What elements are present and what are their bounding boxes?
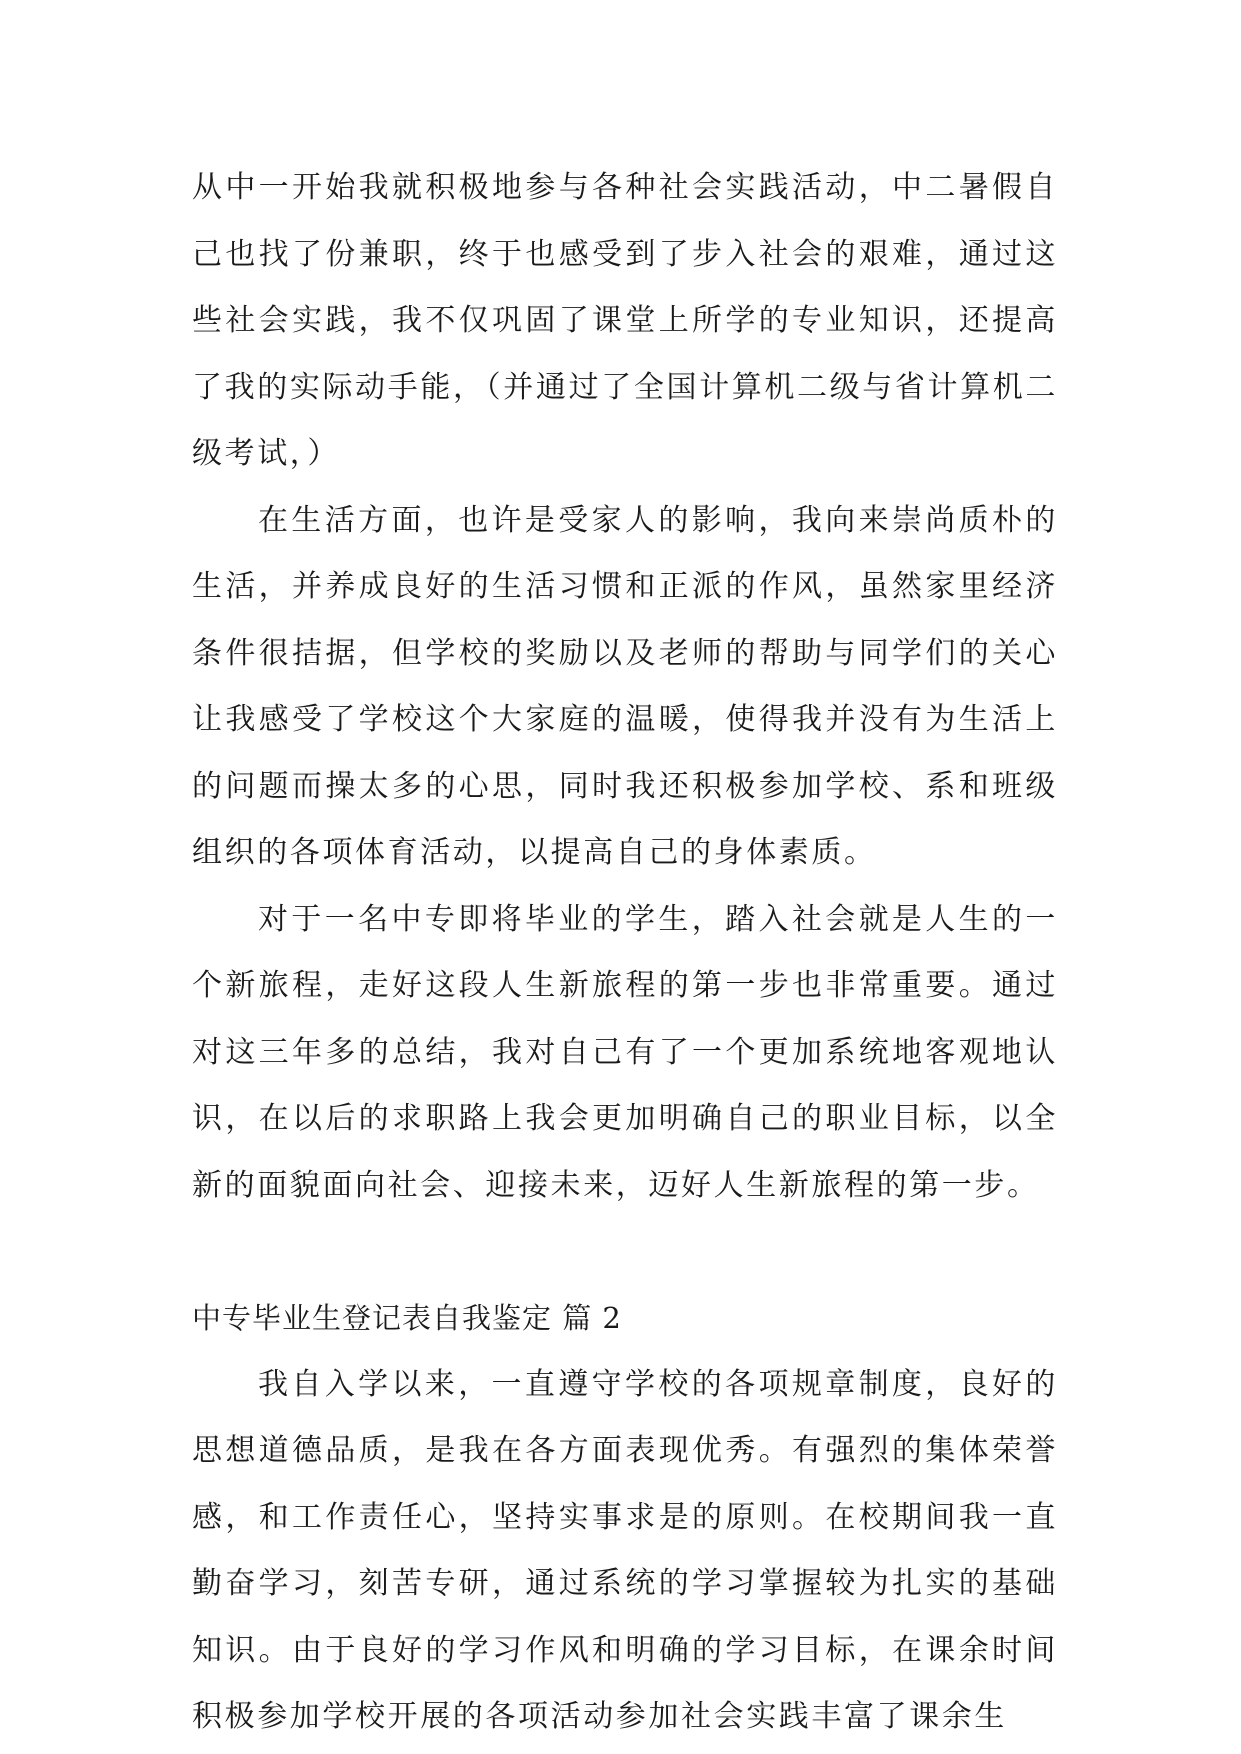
document-body	[192, 155, 1058, 1751]
paragraph-life: 在生活方面，也许是受家人的影响，我向来崇尚质朴的生活，并养成良好的生活习惯和正派的作风，虽然家里经济条件很拮据，但学校的奖励以及老师的帮助与同学们的关心让我感受了学校这个大家庭的温暖，使得我并没有为生活上的问题而操太多的心思，同时我还积极参加学校、系和班级组织的各项体育活动，以提高自己的身体素质。	[192, 502, 1058, 870]
section-spacer	[192, 1219, 1058, 1285]
section-heading: 中专毕业生登记表自我鉴定 篇 2	[192, 1301, 622, 1335]
paragraph-practice: 从中一开始我就积极地参与各种社会实践活动，中二暑假自己也找了份兼职，终于也感受到了步入社会的艰难，通过这些社会实践，我不仅巩固了课堂上所学的专业知识，还提高了我的实际动手能，（并通过了全国计算机二级与省计算机二级考试，）	[192, 170, 1058, 471]
paragraph-self-assessment: 我自入学以来，一直遵守学校的各项规章制度，良好的思想道德品质，是我在各方面表现优秀。有强烈的集体荣誉感，和工作责任心，坚持实事求是的原则。在校期间我一直勤奋学习，刻苦专研，通过系统的学习掌握较为扎实的基础知识。由于良好的学习作风和明确的学习目标，在课余时间积极参加学校开展的各项活动参加社会实践丰富了课余生	[192, 1366, 1058, 1734]
paragraph-conclusion: 对于一名中专即将毕业的学生，踏入社会就是人生的一个新旅程，走好这段人生新旅程的第一步也非常重要。通过对这三年多的总结，我对自己有了一个更加系统地客观地认识，在以后的求职路上我会更加明确自己的职业目标，以全新的面貌面向社会、迎接未来，迈好人生新旅程的第一步。	[192, 901, 1058, 1203]
